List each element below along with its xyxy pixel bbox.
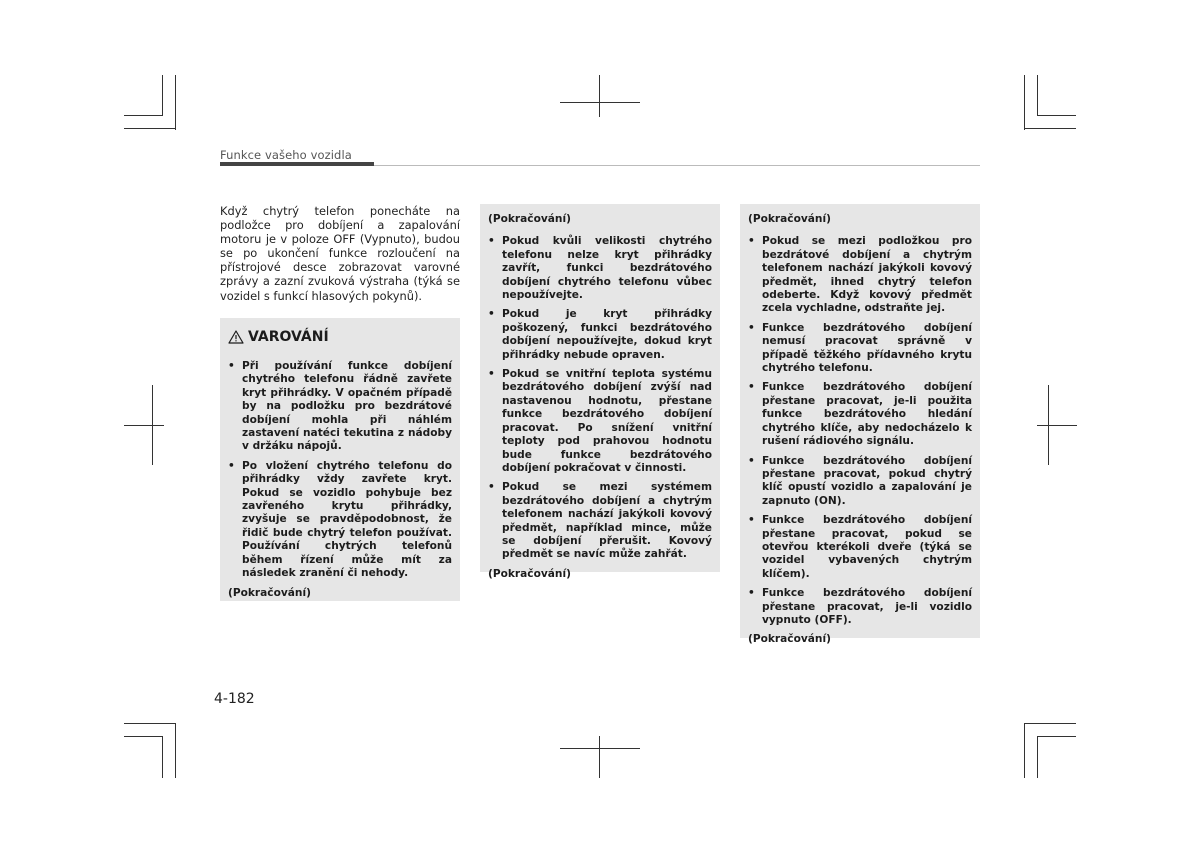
crop-mark-top-right-v2 [1037, 75, 1038, 116]
continued-label: (Pokračování) [228, 586, 311, 599]
list-item: • Pokud se mezi podložkou pro bezdrátové dobíjení a chytrým telefonem nachází jakýkoli kovový předmět, ihned chytrý telefon odeberte. Když kovový předmět zcela vychladne, odstraňte jej. [748, 235, 972, 315]
list-item: • Funkce bezdrátového dobíjení přestane pracovat, je-li vozidlo vypnuto (OFF). [748, 587, 972, 626]
registration-mark-right-h [1037, 425, 1077, 426]
intro-paragraph: Když chytrý telefon ponecháte na podložce pro dobíjení a zapalování motoru je v poloze OFF (Vypnuto), budou se po ukončení funkce rozloučení na přístrojové desce zobrazovat varovné zprávy a zazní zvuková výstraha (týká se vozidel s funkcí hlasových pokynů). [220, 204, 460, 303]
list-item: • Funkce bezdrátového dobíjení přestane pracovat, je-li použita funkce bezdrátového hledání chytrého klíče, aby nedocházelo k rušení rádiového signálu. [748, 381, 972, 448]
warning-continuation-box-2 [480, 204, 720, 580]
list-item: • Funkce bezdrátového dobíjení přestane pracovat, pokud chytrý klíč opustí vozidlo a zapalování je zapnuto (ON). [748, 454, 972, 507]
crop-mark-bottom-left-v2 [162, 736, 163, 778]
registration-mark-top-h [560, 102, 640, 103]
crop-mark-bottom-right-v [1024, 723, 1025, 778]
crop-mark-top-left-v2 [162, 75, 163, 116]
list-item: • Pokud se vnitřní teplota systému bezdrátového dobíjení zvýší nad nastavenou hodnotu, přestane funkce bezdrátového dobíjení pracovat. Po snížení vnitřní teploty pod prahovou hodnotu bude funkce bezdrátového dobíjení pokračovat v činnosti. [488, 368, 712, 474]
registration-mark-left-v [152, 385, 153, 465]
section-title: Funkce vašeho vozidla [220, 148, 352, 162]
crop-mark-top-left-h2 [124, 115, 163, 116]
crop-mark-bottom-left-v [175, 723, 176, 778]
continued-label-top: (Pokračování) [748, 213, 831, 225]
warning-list [748, 235, 972, 627]
registration-mark-right-v [1048, 385, 1049, 465]
warning-list [488, 235, 712, 561]
continued-label-bottom: (Pokračování) [748, 633, 831, 646]
list-item: • Pokud je kryt přihrádky poškozený, funkci bezdrátového dobíjení nepoužívejte, dokud kryt přihrádky nebude opraven. [488, 308, 712, 361]
header-rule-light [374, 165, 980, 166]
crop-mark-bottom-right-v2 [1037, 736, 1038, 778]
crop-mark-top-left-h [124, 128, 176, 129]
warning-triangle-icon [228, 330, 244, 344]
warning-box [220, 318, 460, 601]
continued-label-bottom: (Pokračování) [488, 567, 571, 580]
list-item: • Funkce bezdrátového dobíjení přestane pracovat, pokud se otevřou kterékoli dveře (týká se vozidel vybavených chytrým klíčem). [748, 514, 972, 580]
registration-mark-top-v [599, 75, 600, 117]
warning-heading [228, 328, 452, 346]
page-number: 4-182 [214, 691, 255, 707]
list-item: • Při používání funkce dobíjení chytrého telefonu řádně zavřete kryt přihrádky. V opačném případě by na podložku pro bezdrátové dobíjení mohla při náhlém zastavení natéci tekutina z nádoby v držáku nápojů. [228, 360, 452, 453]
crop-mark-bottom-right-h2 [1037, 736, 1076, 737]
list-item: • Pokud se mezi systémem bezdrátového dobíjení a chytrým telefonem nachází jakýkoli kovový předmět, například mince, může se dobíjení přerušit. Kovový předmět se navíc může zahřát. [488, 481, 712, 561]
list-item: • Pokud kvůli velikosti chytrého telefonu nelze kryt přihrádky zavřít, funkci bezdrátového dobíjení chytrého telefonu vůbec nepoužívejte. [488, 235, 712, 302]
registration-mark-bottom-h [560, 748, 640, 749]
warning-continuation-box-3 [740, 204, 980, 646]
list-item: • Funkce bezdrátového dobíjení nemusí pracovat správně v případě těžkého přídavného krytu chytrého telefonu. [748, 321, 972, 375]
crop-mark-top-right-h [1024, 128, 1076, 129]
header-rule-dark [220, 162, 374, 166]
crop-mark-top-right-v [1024, 75, 1025, 130]
crop-mark-bottom-left-h2 [124, 736, 163, 737]
crop-mark-top-left-v [175, 75, 176, 130]
warning-title: VAROVÁNÍ [248, 329, 329, 345]
warning-list [228, 360, 452, 581]
crop-mark-top-right-h2 [1037, 115, 1076, 116]
registration-mark-left-h [124, 425, 164, 426]
registration-mark-bottom-v [599, 736, 600, 778]
crop-mark-bottom-left-h [124, 723, 176, 724]
crop-mark-bottom-right-h [1024, 723, 1076, 724]
list-item: • Po vložení chytrého telefonu do přihrádky vždy zavřete kryt. Pokud se vozidlo pohybuje bez zavřeného krytu přihrádky, zvyšuje se pravděpodobnost, že řidič bude chytrý telefon používat. Používání chytrých telefonů během řízení může mít za následek zranění či nehody. [228, 459, 452, 580]
continued-label-top: (Pokračování) [488, 213, 571, 225]
